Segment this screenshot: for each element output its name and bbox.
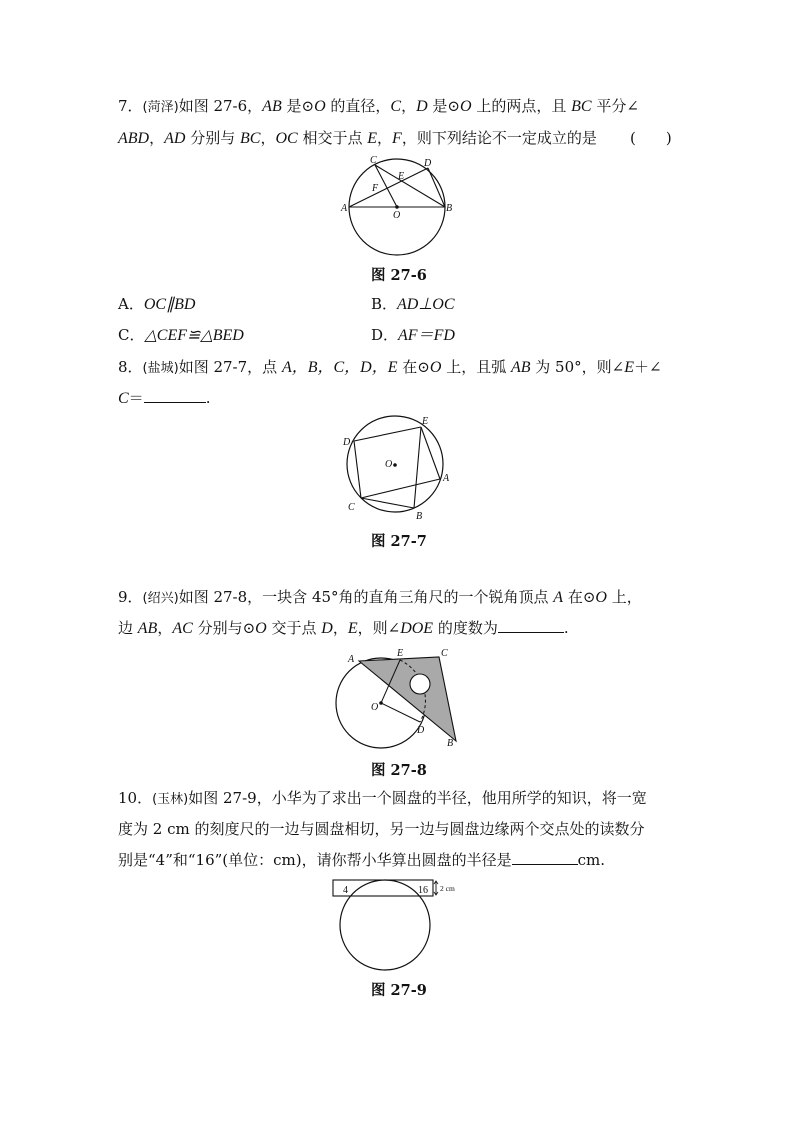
label-f: F [372,183,379,194]
label-e: E [397,648,404,659]
label-o: O [393,210,401,221]
q10-line-1: 10．(玉林)如图 27-9，小华为了求出一个圆盘的半径，他用所学的知识，将一宽 [118,789,647,807]
segment-bd [428,168,445,207]
segment-de [354,427,421,441]
label-d: D [417,725,425,736]
q7-answer-paren: ( ) [630,129,672,147]
segment-ea [421,427,440,479]
q10-answer-blank[interactable] [512,850,578,865]
label-e: E [398,171,405,182]
label-o: O [385,459,393,470]
q7-choice-c: C．△CEF≌△BED [118,326,244,344]
q8-line-1: 8．(盐城)如图 27-7，点 A，B，C，D，E 在⊙O 上，且弧 AB 为 50°，则∠E＋∠ [118,358,662,376]
label-a: A [443,473,450,484]
figure-27-7 [338,412,458,524]
figure-27-9 [330,876,470,980]
label-b: B [416,511,423,522]
figure-27-6 [340,152,455,257]
set-square-hole [410,674,430,694]
label-b: B [446,203,453,214]
ruler-width-label: 2 cm [440,884,455,893]
label-e: E [422,416,429,427]
q9-answer-blank[interactable] [498,618,564,633]
q7-choice-b: B．AD⊥OC [371,295,455,313]
q10-line-2: 度为 2 cm 的刻度尺的一边与圆盘相切，另一边与圆盘边缘两个交点处的读数分 [118,820,645,838]
segment-dc [354,441,361,498]
label-o: O [371,702,379,713]
q8-caption: 图 27-7 [371,533,427,550]
q10-line-3: 别是“4”和“16”(单位：cm)，请你帮小华算出圆盘的半径是 cm. [118,851,606,869]
center-o [379,701,383,705]
label-a: A [348,654,355,665]
label-c: C [441,648,448,659]
label-c: C [370,155,377,166]
label-a: A [341,203,348,214]
q10-caption: 图 27-9 [371,982,427,999]
label-b: B [447,738,454,749]
q8-answer-blank[interactable] [144,388,206,403]
figure-27-8 [332,645,462,755]
set-square [359,657,456,741]
ruler-reading-16: 16 [418,885,428,896]
center-o [395,205,399,209]
label-c: C [348,502,355,513]
q9-line-2: 边 AB，AC 分别与⊙O 交于点 D，E，则∠DOE 的度数为 . [118,619,569,637]
segment-ca [361,479,440,498]
label-d: D [424,158,432,169]
q9-caption: 图 27-8 [371,762,427,779]
ruler-reading-4: 4 [343,885,348,896]
center-o [393,463,397,467]
q7-line-2: ABD，AD 分别与 BC，OC 相交于点 E，F，则下列结论不一定成立的是 [118,129,597,147]
q7-choice-d: D．AF＝FD [371,326,455,344]
segment-ad [349,168,428,207]
q8-line-2: C＝ . [118,389,211,407]
q7-line-1: 7．(菏泽)如图 27-6，AB 是⊙O 的直径，C，D 是⊙O 上的两点，且 BC 平分∠ [118,97,639,115]
q7-caption: 图 27-6 [371,267,427,284]
segment-cb [361,498,414,508]
q9-line-1: 9．(绍兴)如图 27-8，一块含 45°角的直角三角尺的一个锐角顶点 A 在⊙O 上， [118,588,642,606]
q7-choice-a: A．OC∥BD [118,295,196,313]
label-d: D [343,437,351,448]
segment-eb [414,427,421,508]
